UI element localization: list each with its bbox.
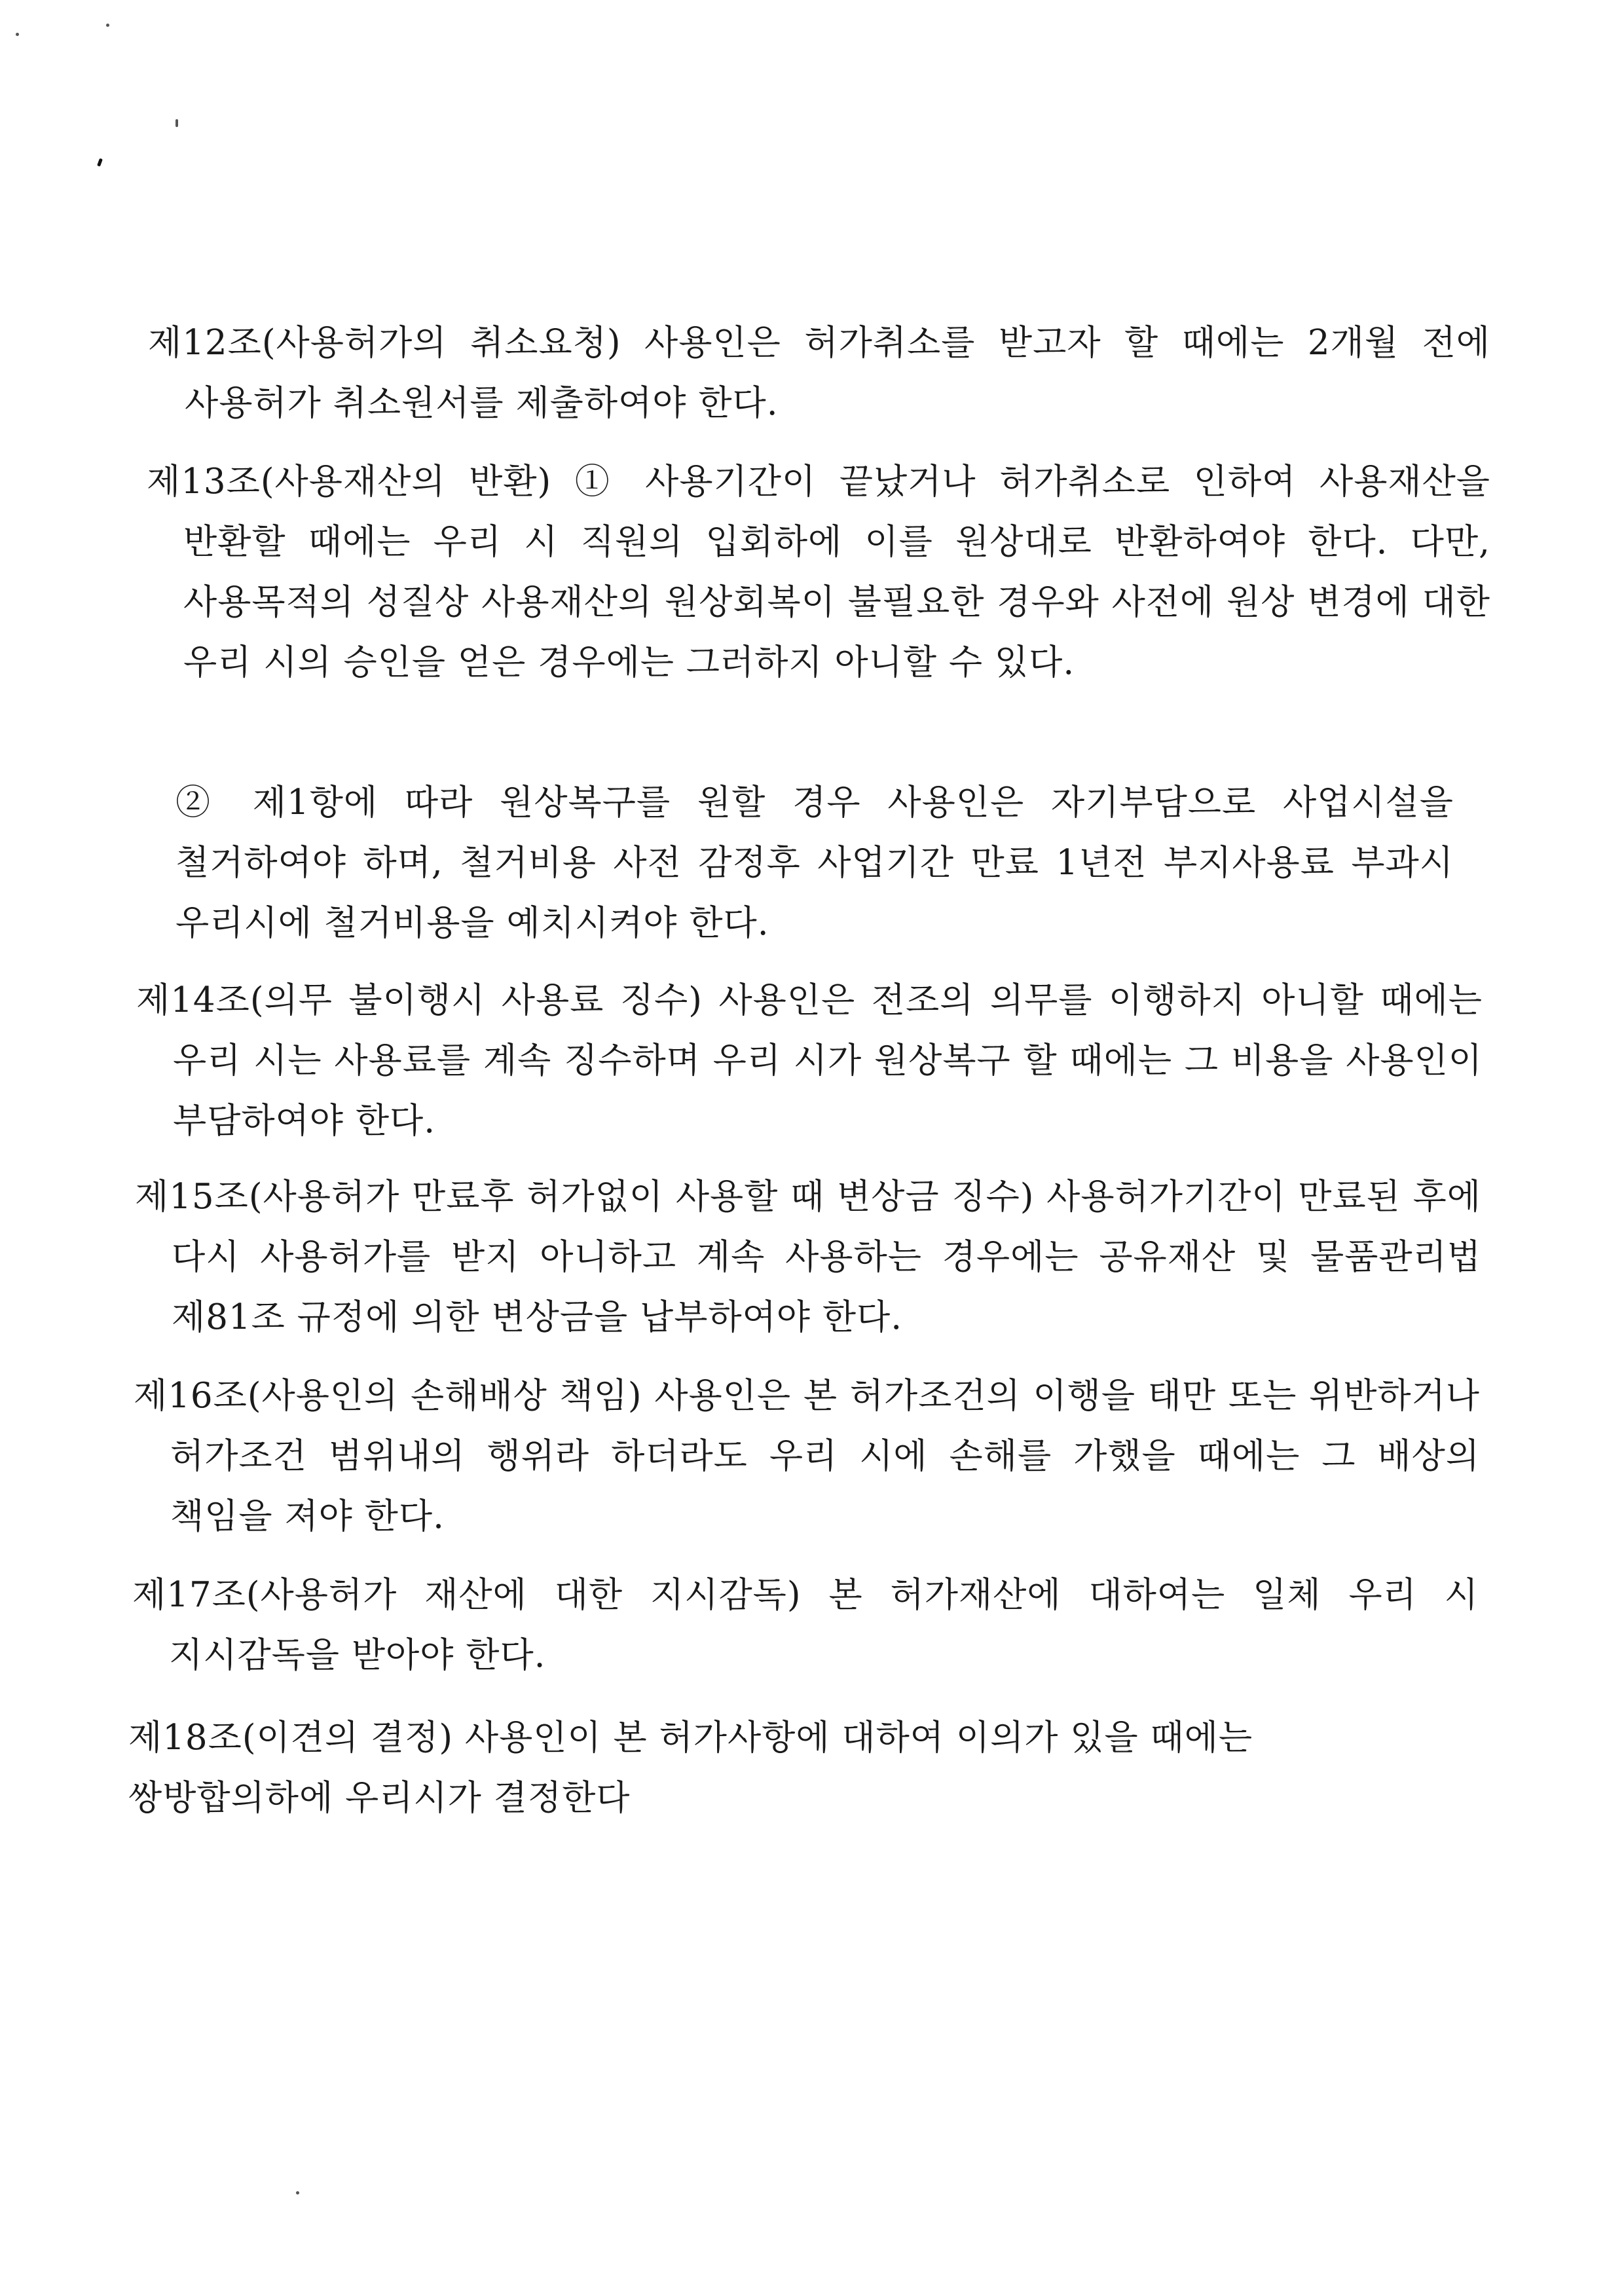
article-13-paragraph-1: 제13조(사용재산의 반환) ① 사용기간이 끝났거나 허가취소로 인하여 사용재산을 반환할 때에는 우리 시 직원의 입회하에 이를 원상대로 반환하여야 한다. 다만, 사용목적의 성질상 사용재산의 원상회복이 불필요한 경우와 사전에 원상 변경에 대한 우리 시의 승인을 얻은 경우에는 그러하지 아니할 수 있다. xyxy=(147,462,1490,682)
scan-speck xyxy=(106,24,109,27)
article-18-line-2: 쌍방합의하에 우리시가 결정한다 xyxy=(128,1778,631,1818)
article-16-text: 제16조(사용인의 손해배상 책임) 사용인은 본 허가조건의 이행을 태만 또는 위반하거나 허가조건 범위내의 행위라 하더라도 우리 시에 손해를 가했을 때에는 그 배상의 책임을 져야 한다. xyxy=(134,1376,1480,1536)
article-13-paragraph-2: ② 제1항에 따라 원상복구를 원할 경우 사용인은 자기부담으로 사업시설을 철거하여야 하며, 철거비용 사전 감정후 사업기간 만료 1년전 부지사용료 부과시 우리시에 철거비용을 예치시켜야 한다. xyxy=(175,783,1454,943)
scan-speck xyxy=(296,2191,299,2194)
scan-speck xyxy=(16,33,19,36)
scan-speck xyxy=(97,158,103,167)
article-17-text: 제17조(사용허가 재산에 대한 지시감독) 본 허가재산에 대하여는 일체 우리 시 지시감독을 받아야 한다. xyxy=(132,1575,1479,1675)
article-15-text: 제15조(사용허가 만료후 허가없이 사용할 때 변상금 징수) 사용허가기간이 만료된 후에 다시 사용허가를 받지 아니하고 계속 사용하는 경우에는 공유재산 및 물품관리법 제81조 규정에 의한 변상금을 납부하여야 한다. xyxy=(135,1177,1481,1337)
article-17 xyxy=(132,1565,1479,1686)
article-12-text: 제12조(사용허가의 취소요청) 사용인은 허가취소를 받고자 할 때에는 2개월 전에 사용허가 취소원서를 제출하여야 한다. xyxy=(148,323,1490,423)
article-16 xyxy=(134,1366,1480,1547)
article-18-line-1: 제18조(이견의 결정) 사용인이 본 허가사항에 대하여 이의가 있을 때에는 xyxy=(128,1718,1253,1758)
scan-speck xyxy=(175,119,178,127)
article-14-text: 제14조(의무 불이행시 사용료 징수) 사용인은 전조의 의무를 이행하지 아니할 때에는 우리 시는 사용료를 계속 징수하며 우리 시가 원상복구 할 때에는 그 비용을 사용인이 부담하여야 한다. xyxy=(136,980,1483,1141)
article-14 xyxy=(136,971,1483,1151)
article-15 xyxy=(135,1167,1481,1348)
article-13 xyxy=(147,452,1490,693)
article-13-paragraph-2-block xyxy=(175,773,1454,954)
article-18 xyxy=(128,1708,1445,1828)
article-12 xyxy=(148,313,1490,434)
